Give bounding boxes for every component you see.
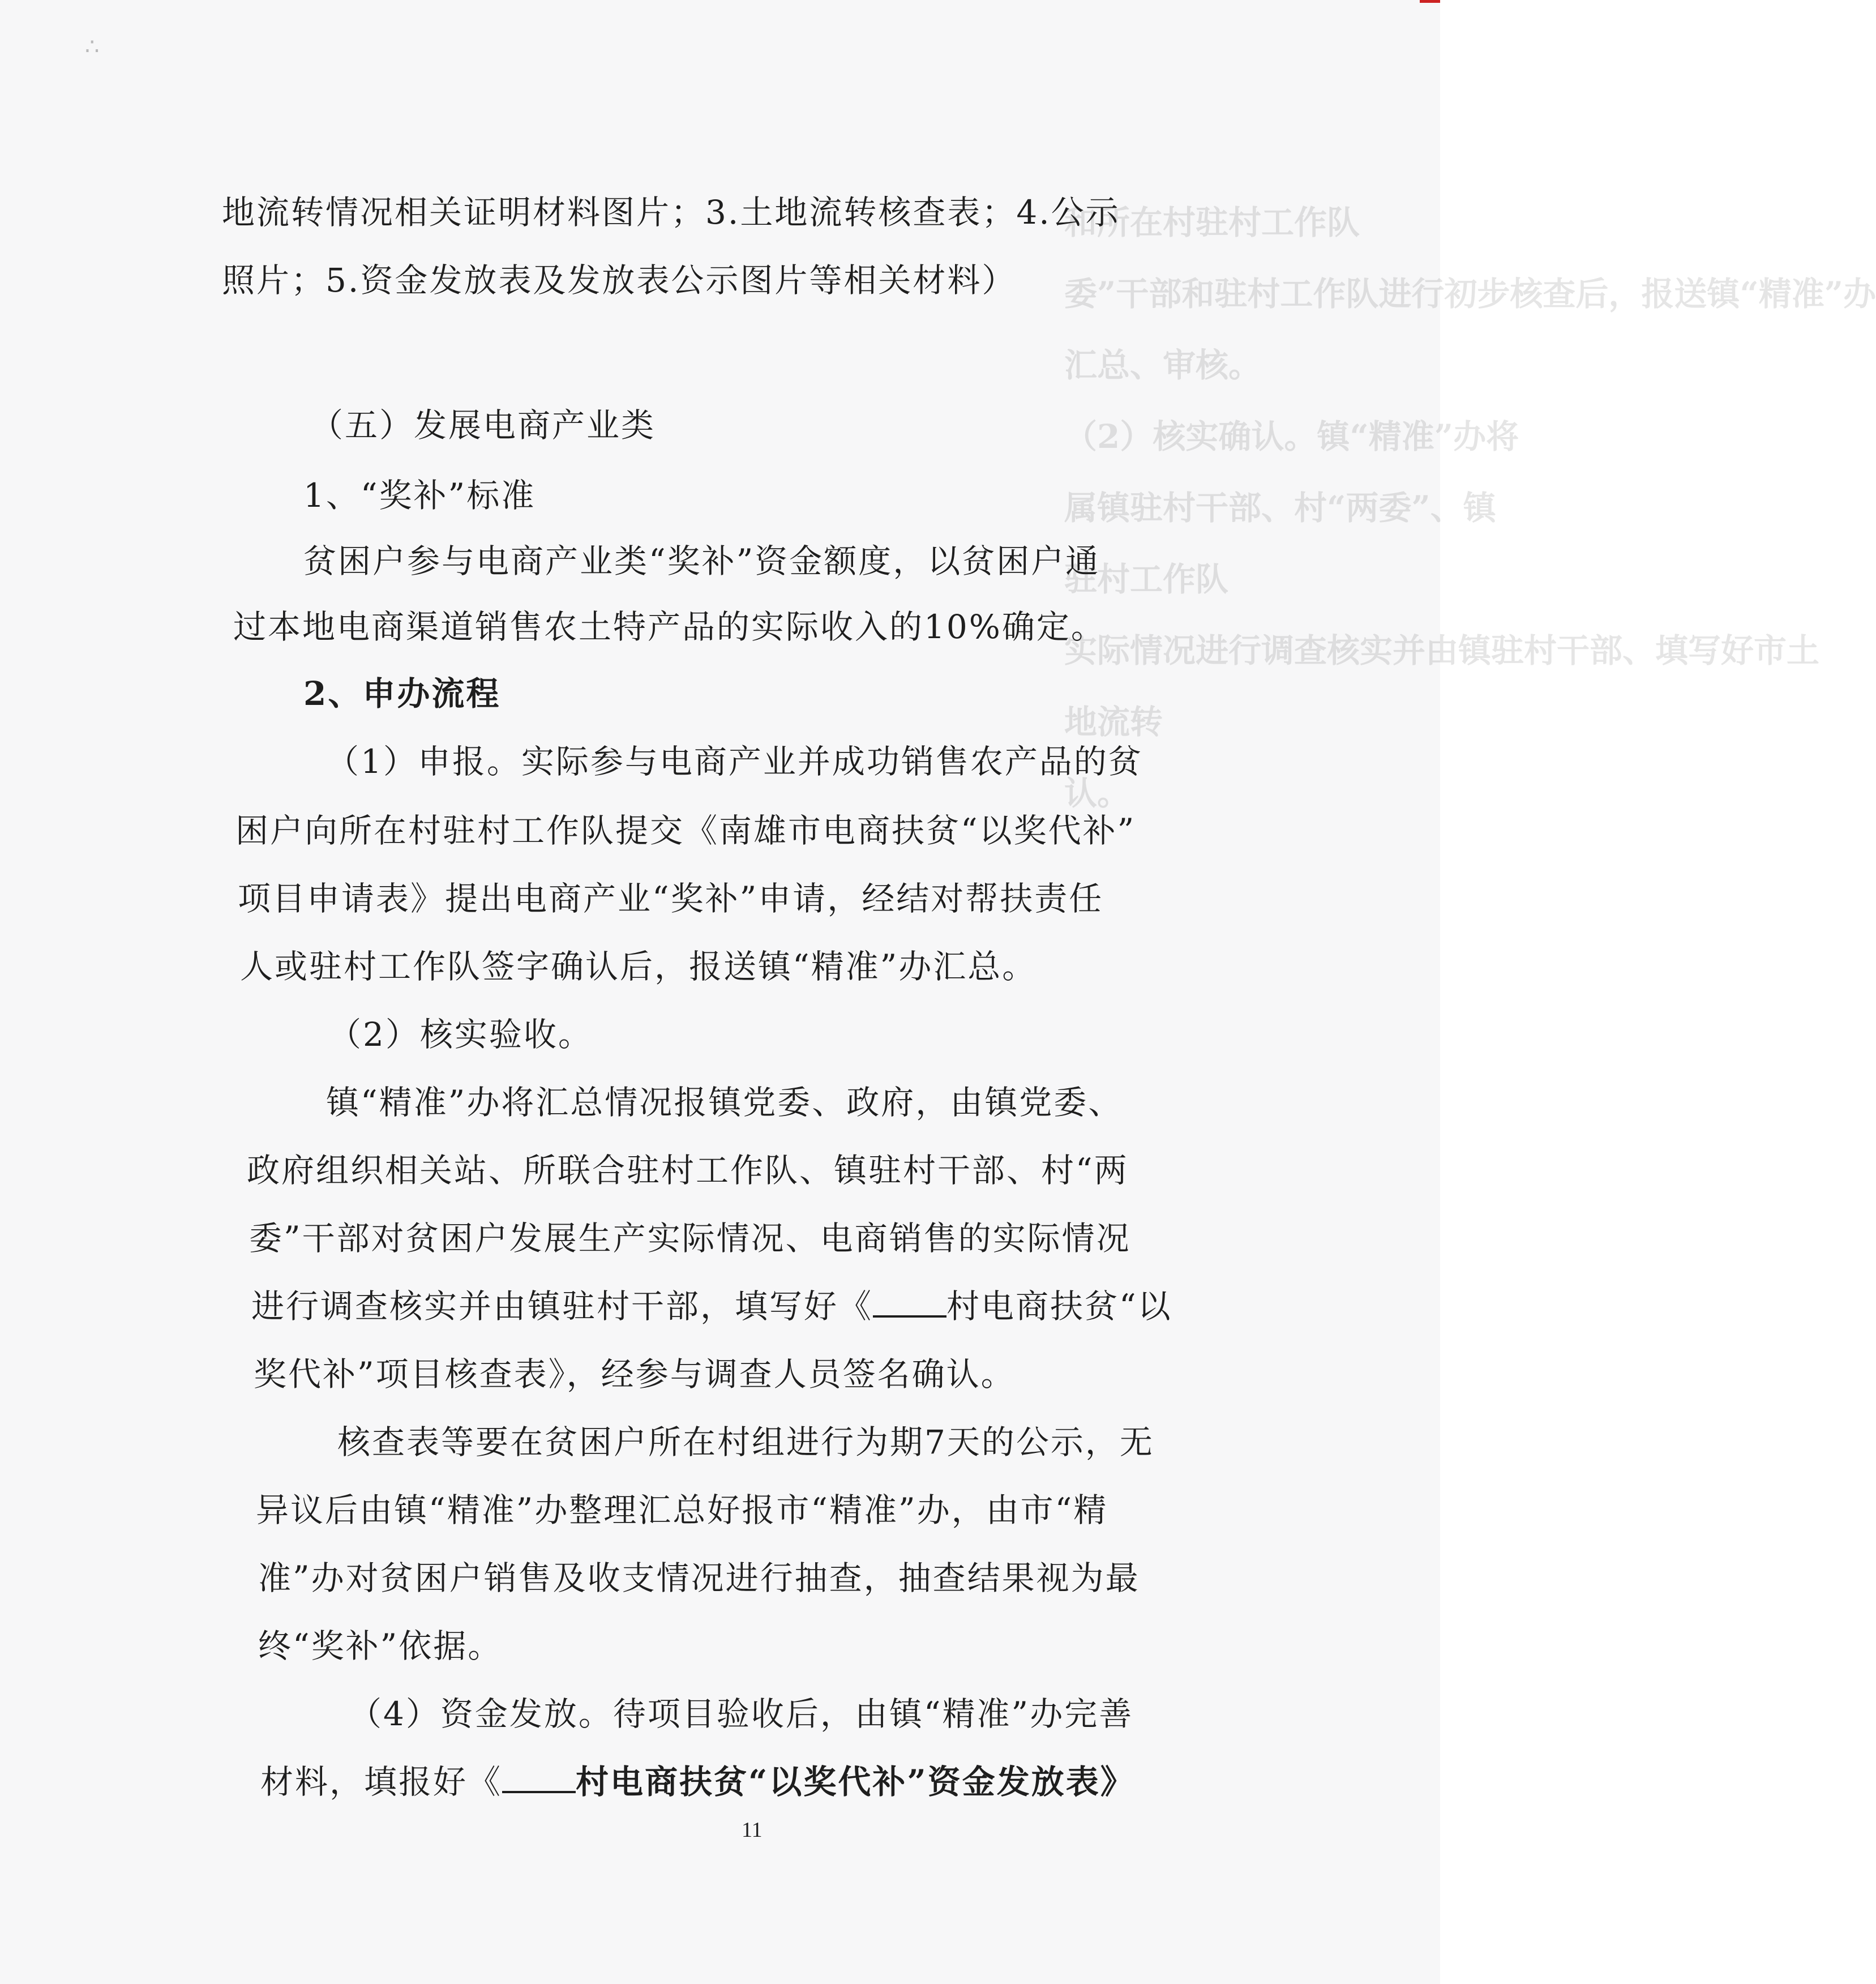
- text-line-17: 奖代补”项目核查表》，经参与调查人员签名确认。: [254, 1355, 1016, 1393]
- text-line-16: [251, 1280, 1172, 1327]
- page-number: 11: [742, 1818, 763, 1842]
- text-line-20: 准”办对贫困户销售及收支情况进行抽查，抽查结果视为最: [258, 1559, 1140, 1597]
- subheading-1: 1、“奖补”标准: [303, 476, 536, 515]
- text-line-11: 人或驻村工作队签字确认后，报送镇“精准”办汇总。: [240, 947, 1037, 986]
- bleed-through-text: 和所在村驻村工作队 委”干部和驻村工作队进行初步核查后，报送镇“精准”办 汇总、审核。 （2）核实确认。镇“精准”办将 属镇驻村干部、村“两委”、镇 驻村工作队 实际情况进行调查核实并由镇驻村干部、填写好市土 地流转 认。: [1064, 203, 1876, 813]
- text-line-15: 委”干部对贫困户发展生产实际情况、电商销售的实际情况: [249, 1219, 1131, 1258]
- text-line-16-part-1: 进行调查核实并由镇驻村干部，填写好《: [251, 1287, 873, 1325]
- text-line-23: [260, 1755, 1135, 1803]
- text-line-8: （1）申报。实际参与电商产业并成功销售农产品的贫: [326, 742, 1143, 781]
- text-line-22: （4）资金发放。待项目验收后，由镇“精准”办完善: [349, 1695, 1134, 1733]
- fill-in-blank: [873, 1287, 946, 1318]
- subheading-2: 2、申办流程: [303, 674, 501, 713]
- text-line-14: 政府组织相关站、所联合驻村工作队、镇驻村干部、村“两: [247, 1151, 1129, 1190]
- text-line-18: 核查表等要在贫困户所在村组进行为期7天的公示，无: [337, 1423, 1154, 1461]
- text-line-13: 镇“精准”办将汇总情况报镇党委、政府，由镇党委、: [326, 1083, 1123, 1122]
- text-line-6: 过本地电商渠道销售农土特产品的实际收入的10%确定。: [233, 608, 1106, 646]
- fill-in-blank: [502, 1763, 576, 1793]
- text-line-19: 异议后由镇“精准”办整理汇总好报市“精准”办，由市“精: [256, 1491, 1108, 1529]
- text-line-1: 地流转情况相关证明材料图片；3.土地流转核查表；4.公示: [222, 193, 1120, 232]
- ink-smudge: ∴: [85, 34, 100, 60]
- text-line-23-part-1: 材料，填报好《: [260, 1763, 503, 1801]
- text-line-23-part-2: 村电商扶贫“以奖代补”资金发放表》: [576, 1763, 1135, 1801]
- text-line-5: 贫困户参与电商产业类“奖补”资金额度，以贫困户通: [303, 542, 1100, 580]
- text-line-10: 项目申请表》提出电商产业“奖补”申请，经结对帮扶责任: [238, 879, 1104, 918]
- red-corner-mark: [1420, 0, 1440, 20]
- text-line-9: 困户向所在村驻村工作队提交《南雄市电商扶贫“以奖代补”: [235, 811, 1136, 850]
- text-line-21: 终“奖补”依据。: [258, 1627, 503, 1665]
- section-heading-5: （五）发展电商产业类: [310, 406, 656, 444]
- text-line-12: （2）核实验收。: [328, 1015, 593, 1054]
- text-line-2: 照片；5.资金发放表及发放表公示图片等相关材料）: [222, 261, 1017, 300]
- text-line-16-part-2: 村电商扶贫“以: [946, 1287, 1172, 1325]
